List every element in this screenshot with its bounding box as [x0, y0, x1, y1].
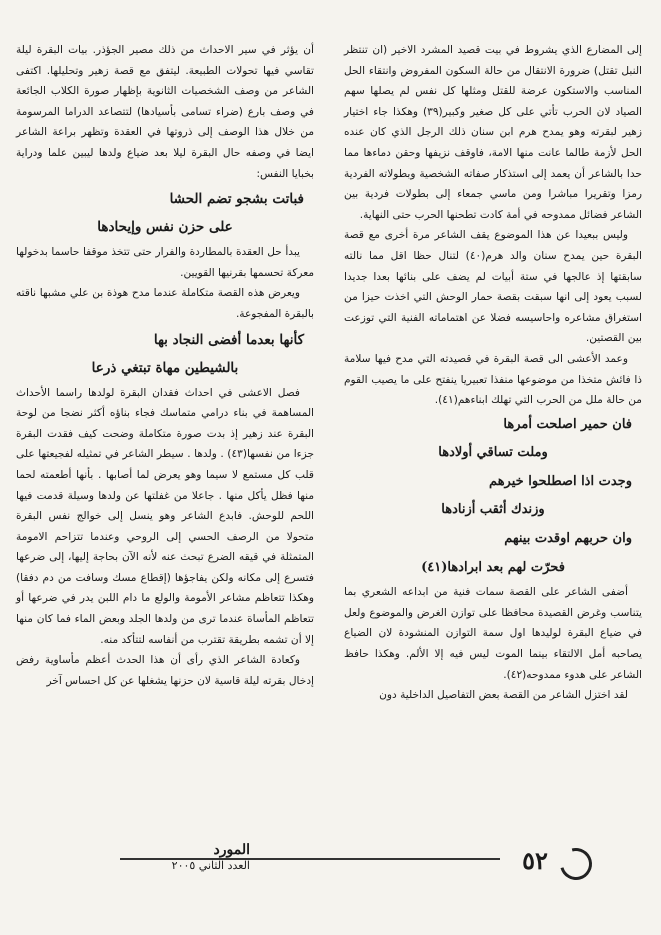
paragraph: وكعادة الشاعر الذي رأى أن هذا الحدث أعظم مأساوية رفض إدخال بقرته ليلة قاسية لان حزنها يشغلها عن كل احساس آخر — [16, 654, 314, 687]
verse-line: وملت تساقي أولادها — [438, 445, 548, 461]
verse-line: وان حربهم اوقدت بينهم — [504, 531, 632, 547]
paragraph: وليس ببعيدا عن هذا الموضوع يقف الشاعر مرة أخرى مع قصة البقرة حين يمدح سنان والد هرم(٤٠) لتنال حظا اقل مما نالته سابقتها إذ عالجها في ستة أبيات لم يضف على بنائها بعدا جديدا لسبب يعود إلى انها سبقت بقصة حمار الوحش التي اخذت حيزا من استغراق مشاعره واحاسيسه فضلا عن اهتماماته الفنية التي توزعت بين القصتين. — [344, 229, 643, 345]
paragraph: أضفى الشاعر على القصة سمات فنية من ابداعه الشعري بما يتناسب وغرض القصيدة محافظا على توازن الغرض والموضوع ولعل في ضياع البقرة لوليدها اول سمة التوازن المنشودة لان الضياع يصاحبه أمل الالتقاء بينما الموت ليس فيه إلا الألم. وهكذا حافظ الشاعر على هدوء ممدوحه(٤٢). — [344, 586, 642, 681]
paragraph: إلى المضارع الذي يشروط في بيت قصيد المشرد الاخير (ان تنتظر النبل تقتل) ضرورة الانتقال من حالة السكون المفروض وانتقاء الحل المناسب والاستكون عرضة للقتل ومثلها كل نفس لم يصلها سهم الصياد لان الحرب تأتي على كل صغير وكبير(٣٩) وهكذا جاء اختيار زهير لبقرته وهو يمدح هرم ابن سنان ذلك الرجل الذي كان عنده الحل لأزمة طالما عانت منها الامة، فاوقف نزيفها وحقن دماءها مما حدا بالشاعر أن يعمد إلى استذكار صفاته الشخصية وبطولاته الفردية رمزا وتقريرا مباشرا ومن ماسي جمعاء إلى بطولات فردية بين الشاعر فضائل ممدوحه في أمة كادت تطحنها الحرب حتى النهاية. — [344, 44, 642, 221]
paragraph: يبدأ حل العقدة بالمطاردة والفرار حتى تتخذ موقفا حاسما بدخولها معركة تحسمها بقرنيها القويين. — [16, 246, 314, 279]
right-column — [344, 40, 642, 706]
issue-label: العدد الثاني ٢٠٠٥ — [171, 859, 250, 872]
verse-line: فحرّت لهم بعد ابرادها(٤١) — [421, 559, 565, 575]
magazine-name: المورد — [213, 842, 250, 858]
magazine-masthead — [120, 843, 250, 873]
paragraph: وعمد الأعشى الى قصة البقرة في قصيدته التي مدح فيها سلامة ذا فائش متخذا من موضوعها منفذا تعبيريا ينفتح على ما يصيب القوم من حالة ملل من الحرب التي تهلك ابناءهم(٤١). — [344, 352, 642, 407]
verse-heading: فباتت بشجو تضم الحشا — [169, 191, 304, 208]
verse-line: فان حمير اصلحت أمرها — [503, 416, 632, 432]
verse-line: وزندك أثقب أزنادها — [441, 502, 545, 518]
paragraph: لقد اختزل الشاعر من القصة بعض التفاصيل الداخلية دون — [379, 689, 628, 702]
paragraph: أن يؤثر في سير الاحداث من ذلك مصير الجؤذر. بيات البقرة ليلة تقاسي فيها تحولات الطبيعة. ليتفق مع قصة زهير وتحليلها. اكتفى الشاعر من وصف الشخصيات الثانوية بإظهار صورة الكلاب الجائعة في وصف بارع (ضراء تسامى بأسيادها) لتتصاعد الدراما المرسومة من خلال هذا الوصف إلى ذروتها في العقدة وتظهر براعة الشاعر ايضا في وصفه حال البقرة ليلا بعد ضياع ولدها ليبين علما ودراية بخبايا النفس: — [16, 44, 314, 180]
page-number-ornament — [554, 842, 598, 886]
verse-heading: كأنها بعدما أفضى النجاد بها — [153, 331, 304, 348]
page-number: ٥٢ — [522, 845, 548, 875]
left-column — [16, 40, 314, 691]
verse-heading: على حزن نفس وإيحادها — [97, 219, 233, 236]
paragraph: فصل الاعشى في احداث فقدان البقرة لولدها راسما الأحداث المساهمة في بناء درامي متماسك فجاء بناؤه أكثر نضجا من لوحة البقرة عند زهير إذ بدت صورة متكاملة وضحت كيف فقدت البقرة جزءا من نفسها(٤٣) . ولدها . سيطر الشاعر في تمثيله لفجيعتها على قلب كل مستمع لا سيما وهو يعرض لما أصابها . بأنها أطعمته لحما منها فظل يأكل منها . جاعلا من غفلتها عن ولدها وسيلة قدمت فيها اللحم للوحش. فابدع الشاعر وهو ينسل إلى خوالج نفس البقرة متحولا من الرصف الحسي إلى الروحي وعندما تتزاحم الامومة المتمثلة في قيقه الضرع تبحث عنه لأنه الآن بحاجة إليها، إلى ضرعها فتسرع إلى مكانه ولكن يفاجؤها (إقطاع مسك وسافت من دم دفقا) وهكذا تتعاظم مشاعر الأمومة والولع ما دام اللبن يدر في ضرعها أو تتعاظم المأساة عندما ترى من ولدها الجلد وبعض الماء فما كان منها إلا أن تشمه بطريقة تقترب من أنفاسه لتتأكد منه. — [16, 386, 315, 646]
verse-line: وجدت اذا اصطلحوا خيرهم — [489, 473, 632, 489]
verse-heading: بالشيطين مهاة تبتغي ذرعا — [91, 359, 239, 376]
paragraph: ويعرض هذه القصة متكاملة عندما مدح هوذة بن علي مشبها ناقته بالبقرة المفجوعة. — [16, 287, 314, 320]
